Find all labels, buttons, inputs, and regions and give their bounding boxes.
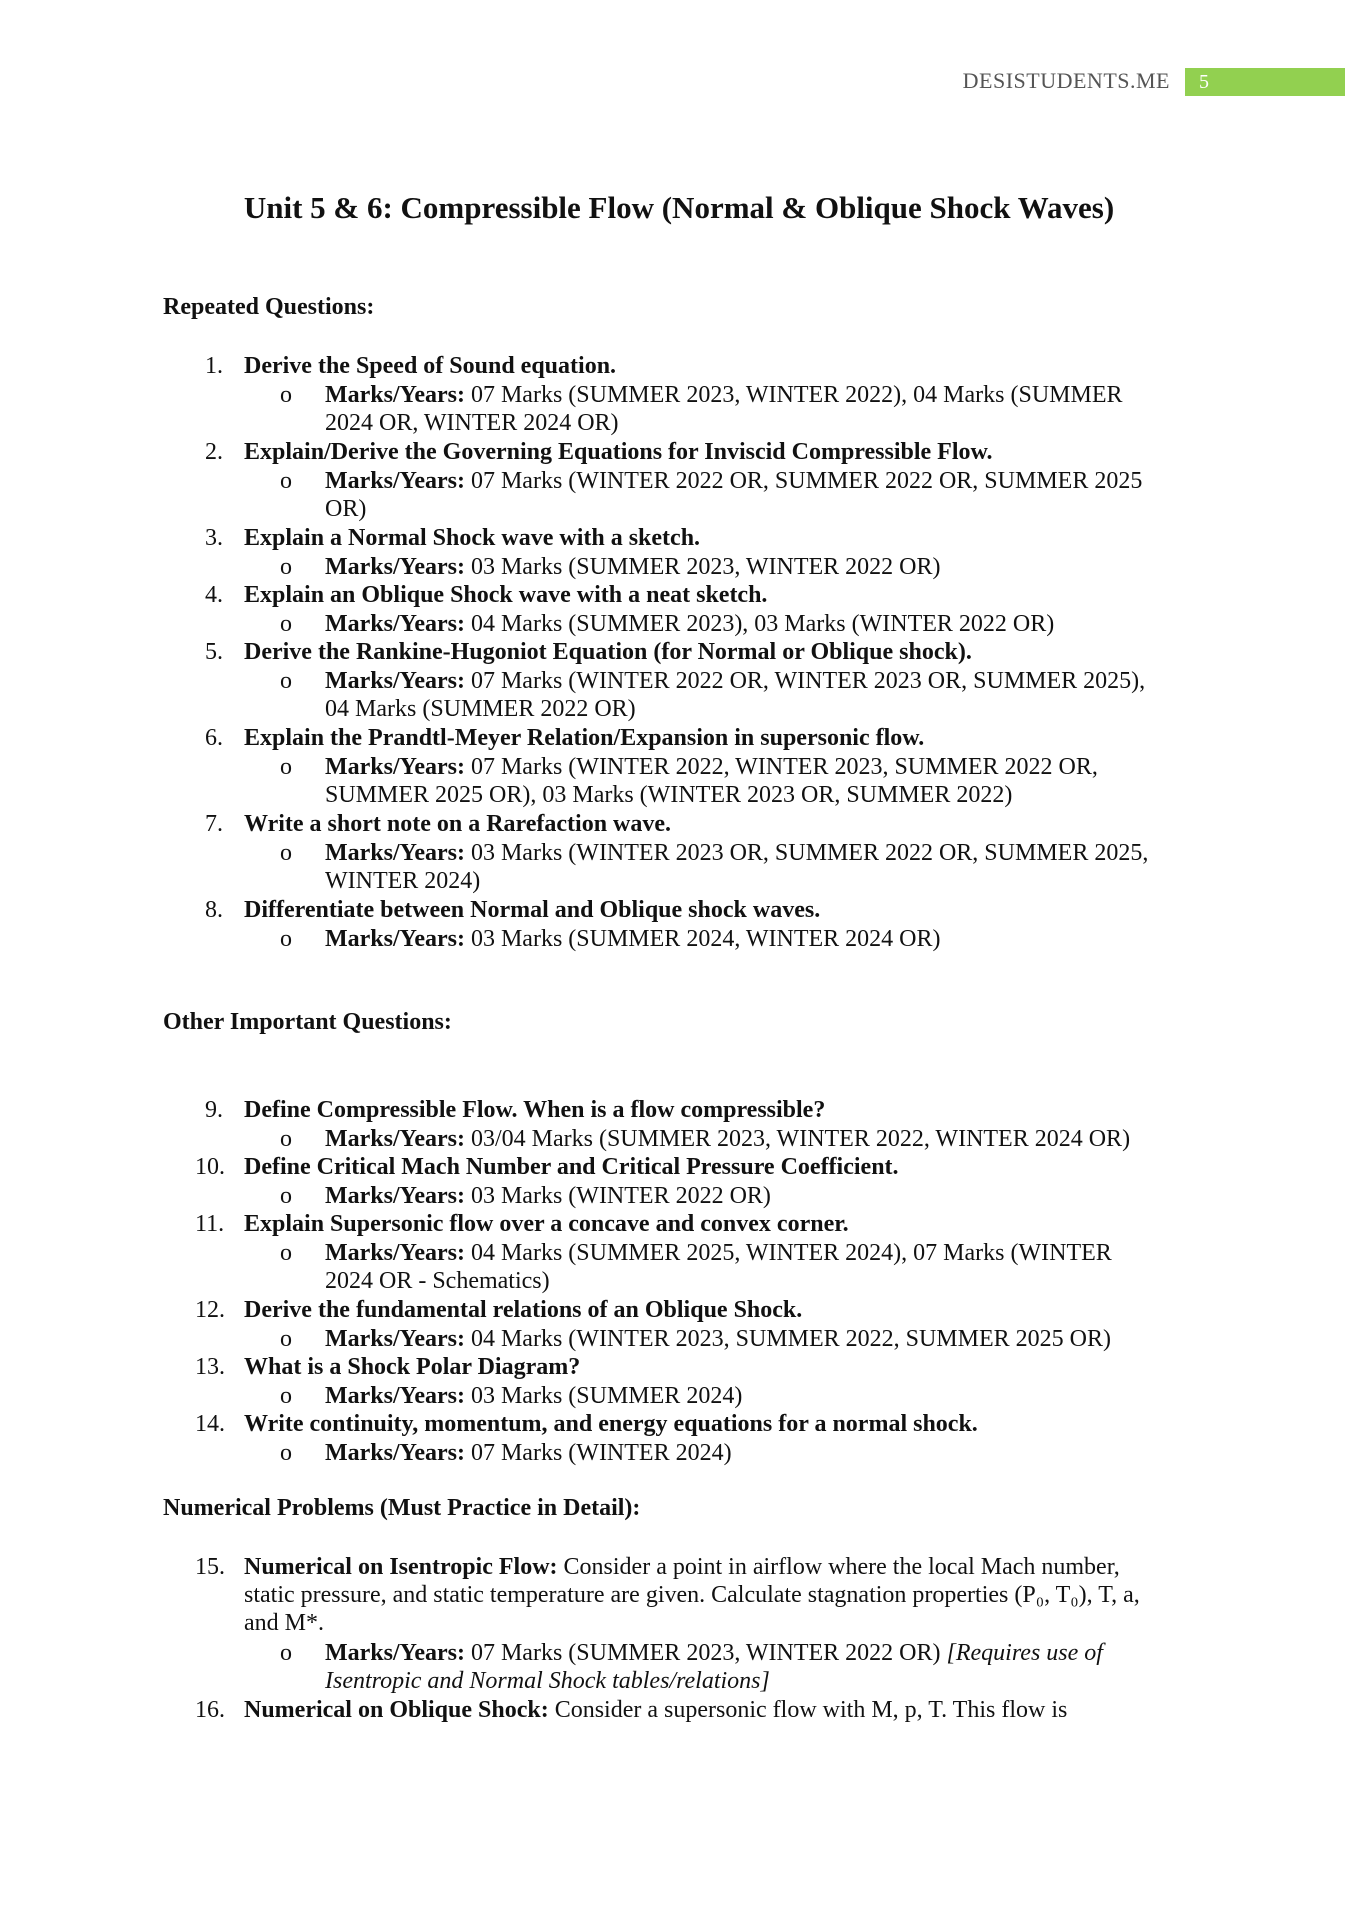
question-number: 15. — [195, 1554, 225, 1580]
bullet: o — [280, 611, 292, 637]
marks-label: Marks/Years: — [325, 1183, 465, 1209]
bullet: o — [280, 554, 292, 580]
marks-note-cont: Isentropic and Normal Shock tables/relations] — [325, 1668, 770, 1694]
marks-label: Marks/Years: — [325, 1440, 465, 1466]
section-heading-repeated: Repeated Questions: — [163, 294, 375, 320]
header-site-name: DESISTUDENTS.ME — [962, 68, 1170, 93]
marks-text: 03 Marks (WINTER 2022 OR) — [470, 1183, 771, 1209]
marks-label: Marks/Years: — [325, 1240, 465, 1266]
question-text-cont: static pressure, and static temperature are given. Calculate stagnation properties (P₀, T₀), T, a, — [244, 1582, 1140, 1608]
question-number: 4. — [205, 582, 223, 608]
marks-note: [Requires use of — [946, 1640, 1103, 1666]
question-number: 10. — [195, 1154, 225, 1180]
bullet: o — [280, 468, 292, 494]
marks-label: Marks/Years: — [325, 382, 465, 408]
question-item — [195, 1553, 1195, 1643]
bullet: o — [280, 840, 292, 866]
bullet: o — [280, 1326, 292, 1352]
question-text: Derive the fundamental relations of an Oblique Shock. — [244, 1297, 803, 1323]
marks-text: 07 Marks (WINTER 2022 OR, WINTER 2023 OR, SUMMER 2025), — [470, 668, 1146, 694]
question-text: Define Critical Mach Number and Critical Pressure Coefficient. — [244, 1154, 899, 1180]
question-number: 9. — [205, 1097, 223, 1123]
marks-text: 07 Marks (WINTER 2022, WINTER 2023, SUMMER 2022 OR, — [470, 754, 1098, 780]
question-text: What is a Shock Polar Diagram? — [244, 1354, 581, 1380]
marks-label: Marks/Years: — [325, 1126, 465, 1152]
question-text: Derive the Rankine-Hugoniot Equation (for Normal or Oblique shock). — [244, 639, 972, 665]
marks-label: Marks/Years: — [325, 611, 465, 637]
question-number: 6. — [205, 725, 223, 751]
bullet: o — [280, 926, 292, 952]
question-text: Explain/Derive the Governing Equations for Inviscid Compressible Flow. — [244, 439, 993, 465]
bullet: o — [280, 382, 292, 408]
question-title: Numerical on Isentropic Flow: — [244, 1554, 558, 1580]
question-text: Derive the Speed of Sound equation. — [244, 353, 617, 379]
marks-label: Marks/Years: — [325, 1640, 465, 1666]
marks-label: Marks/Years: — [325, 468, 465, 494]
marks-text: 04 Marks (SUMMER 2023), 03 Marks (WINTER 2022 OR) — [470, 611, 1055, 637]
question-text: Explain Supersonic flow over a concave and convex corner. — [244, 1211, 849, 1237]
marks-text: 07 Marks (SUMMER 2023, WINTER 2022 OR) — [470, 1640, 941, 1666]
marks-text: 03 Marks (SUMMER 2024, WINTER 2024 OR) — [470, 926, 941, 952]
marks-text: 04 Marks (WINTER 2023, SUMMER 2022, SUMMER 2025 OR) — [470, 1326, 1111, 1352]
question-number: 12. — [195, 1297, 225, 1323]
marks-text-cont: OR) — [325, 496, 367, 522]
bullet: o — [280, 1383, 292, 1409]
question-text: Define Compressible Flow. When is a flow compressible? — [244, 1097, 826, 1123]
bullet: o — [280, 1440, 292, 1466]
question-text: Explain an Oblique Shock wave with a neat sketch. — [244, 582, 768, 608]
marks-text-cont: SUMMER 2025 OR), 03 Marks (WINTER 2023 OR, SUMMER 2022) — [325, 782, 1013, 808]
question-number: 16. — [195, 1697, 225, 1723]
bullet: o — [280, 754, 292, 780]
question-text: Consider a point in airflow where the local Mach number, — [563, 1554, 1120, 1580]
question-number: 5. — [205, 639, 223, 665]
bullet: o — [280, 1240, 292, 1266]
marks-label: Marks/Years: — [325, 1326, 465, 1352]
marks-text: 04 Marks (SUMMER 2025, WINTER 2024), 07 Marks (WINTER — [470, 1240, 1112, 1266]
question-number: 8. — [205, 897, 223, 923]
marks-text-cont: 2024 OR - Schematics) — [325, 1268, 550, 1294]
marks-text: 03 Marks (SUMMER 2024) — [470, 1383, 743, 1409]
marks-label: Marks/Years: — [325, 926, 465, 952]
question-text: Write a short note on a Rarefaction wave. — [244, 811, 672, 837]
question-number: 13. — [195, 1354, 225, 1380]
question-text: Explain a Normal Shock wave with a sketch. — [244, 525, 701, 551]
marks-label: Marks/Years: — [325, 554, 465, 580]
marks-text: 03 Marks (SUMMER 2023, WINTER 2022 OR) — [470, 554, 941, 580]
marks-text: 03/04 Marks (SUMMER 2023, WINTER 2022, WINTER 2024 OR) — [470, 1126, 1131, 1152]
question-number: 11. — [195, 1211, 225, 1237]
marks-label: Marks/Years: — [325, 754, 465, 780]
header-page-number: 5 — [1185, 68, 1345, 96]
marks-label: Marks/Years: — [325, 840, 465, 866]
question-number: 14. — [195, 1411, 225, 1437]
question-text: Differentiate between Normal and Oblique shock waves. — [244, 897, 821, 923]
question-text: Write continuity, momentum, and energy equations for a normal shock. — [244, 1411, 978, 1437]
question-title: Numerical on Oblique Shock: — [244, 1697, 549, 1723]
marks-label: Marks/Years: — [325, 1383, 465, 1409]
page-title: Unit 5 & 6: Compressible Flow (Normal & Oblique Shock Waves) — [243, 190, 1115, 225]
question-text: Consider a supersonic flow with M, p, T. This flow is — [554, 1697, 1068, 1723]
question-number: 2. — [205, 439, 223, 465]
marks-label: Marks/Years: — [325, 668, 465, 694]
bullet: o — [280, 1640, 292, 1666]
marks-text: 07 Marks (WINTER 2022 OR, SUMMER 2022 OR, SUMMER 2025 — [470, 468, 1143, 494]
question-number: 1. — [205, 353, 223, 379]
bullet: o — [280, 1126, 292, 1152]
marks-text-cont: 2024 OR, WINTER 2024 OR) — [325, 410, 619, 436]
marks-text: 07 Marks (SUMMER 2023, WINTER 2022), 04 Marks (SUMMER — [470, 382, 1123, 408]
bullet: o — [280, 668, 292, 694]
marks-text-cont: WINTER 2024) — [325, 868, 481, 894]
question-text-cont: and M*. — [244, 1610, 324, 1636]
question-text: Explain the Prandtl-Meyer Relation/Expansion in supersonic flow. — [244, 725, 925, 751]
question-number: 3. — [205, 525, 223, 551]
bullet: o — [280, 1183, 292, 1209]
marks-text: 03 Marks (WINTER 2023 OR, SUMMER 2022 OR, SUMMER 2025, — [470, 840, 1149, 866]
section-heading-numerical: Numerical Problems (Must Practice in Detail): — [163, 1495, 641, 1521]
question-number: 7. — [205, 811, 223, 837]
section-heading-other: Other Important Questions: — [163, 1009, 452, 1035]
marks-text-cont: 04 Marks (SUMMER 2022 OR) — [325, 696, 636, 722]
marks-text: 07 Marks (WINTER 2024) — [470, 1440, 732, 1466]
